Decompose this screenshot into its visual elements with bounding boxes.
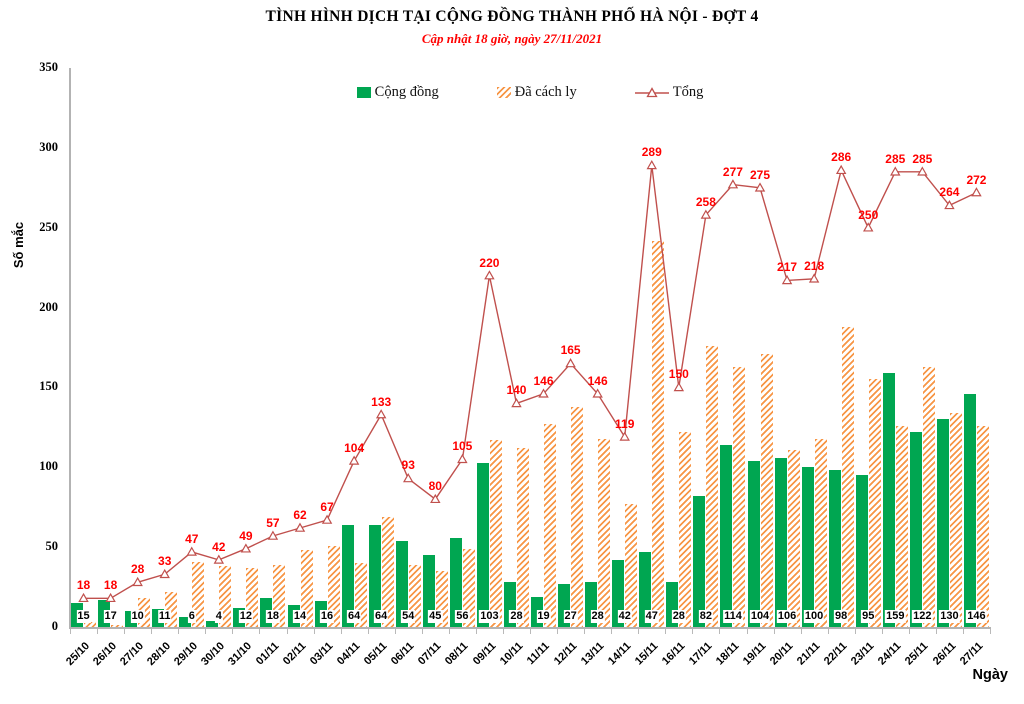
x-tick-mark [990, 629, 991, 634]
cong-dong-value-label: 12 [239, 610, 252, 622]
triangle-marker-icon [350, 457, 358, 464]
date-label: 01/11 [253, 640, 282, 668]
date-label: 06/11 [389, 640, 417, 668]
tong-value-label: 165 [560, 343, 581, 358]
tong-value-label: 47 [185, 531, 199, 546]
tong-value-label: 285 [885, 151, 906, 166]
cong-dong-value-label: 14 [293, 610, 307, 622]
date-label: 10/11 [497, 640, 525, 668]
cong-dong-value-label: 106 [777, 610, 797, 622]
y-tick-label: 200 [39, 299, 58, 314]
tong-value-label: 264 [939, 185, 960, 200]
tong-value-label: 49 [239, 528, 253, 543]
cong-dong-value-label: 15 [77, 610, 90, 622]
cong-dong-value-label: 114 [724, 610, 742, 622]
tong-line [70, 68, 990, 627]
date-label: 14/11 [605, 640, 634, 668]
cong-dong-value-label: 17 [104, 610, 117, 622]
tong-value-label: 42 [212, 539, 226, 554]
tong-value-label: 57 [266, 515, 280, 530]
cong-dong-value-label: 64 [375, 610, 388, 622]
triangle-marker-icon [323, 516, 331, 523]
cong-dong-value-label: 122 [913, 610, 932, 622]
date-label: 24/11 [876, 640, 904, 668]
date-label: 27/11 [957, 640, 985, 668]
triangle-marker-icon [972, 188, 980, 195]
date-label: 21/11 [795, 640, 823, 668]
date-label: 30/10 [199, 640, 228, 668]
date-label: 11/11 [524, 640, 553, 668]
x-axis-labels [64, 633, 990, 693]
date-label: 08/11 [443, 640, 471, 668]
tong-value-label: 105 [452, 439, 473, 454]
tong-value-label: 146 [587, 373, 608, 388]
cong-dong-value-label: 98 [835, 610, 848, 622]
tong-value-label: 289 [641, 145, 662, 160]
date-label: 19/11 [740, 640, 769, 668]
chart-subtitle: Cập nhật 18 giờ, ngày 27/11/2021 [421, 31, 603, 46]
date-label: 20/11 [768, 640, 796, 668]
tong-value-label: 217 [777, 260, 798, 275]
date-label: 25/11 [903, 640, 931, 668]
tong-value-label: 277 [722, 164, 743, 179]
tong-value-label: 275 [749, 167, 771, 182]
plot-area [70, 68, 990, 627]
y-tick-label: 0 [51, 619, 58, 633]
cong-dong-value-label: 4 [215, 610, 222, 622]
cong-dong-value-label: 159 [886, 610, 905, 622]
tong-value-label: 18 [76, 578, 91, 593]
triangle-marker-icon [648, 161, 656, 168]
tong-value-label: 150 [668, 367, 689, 382]
triangle-marker-icon [675, 383, 683, 390]
date-label: 31/10 [226, 640, 255, 668]
y-tick-label: 50 [45, 539, 58, 554]
cong-dong-value-label: 16 [320, 610, 334, 622]
date-label: 12/11 [551, 640, 580, 668]
cong-dong-value-label: 54 [402, 610, 415, 622]
cong-dong-value-label: 45 [429, 610, 442, 622]
cong-dong-value-label: 28 [510, 610, 523, 622]
legend-label-tong: Tổng [672, 84, 704, 100]
y-tick-label: 150 [39, 379, 58, 394]
tong-value-label: 67 [320, 499, 334, 514]
date-label: 17/11 [686, 640, 715, 668]
cong-dong-value-label: 56 [456, 610, 469, 622]
triangle-marker-icon [729, 180, 737, 187]
tong-value-label: 218 [804, 258, 825, 273]
tong-value-label: 119 [615, 416, 635, 431]
cong-dong-value-label: 28 [591, 610, 604, 622]
triangle-marker-icon [864, 224, 872, 231]
date-label: 22/11 [822, 640, 850, 668]
tong-value-label: 250 [858, 207, 879, 222]
cong-dong-value-label: 104 [750, 610, 770, 622]
date-label: 02/11 [280, 640, 309, 668]
cong-dong-value-label: 47 [645, 610, 658, 622]
tong-value-label: 62 [293, 507, 307, 522]
tong-value-label: 220 [479, 255, 500, 270]
legend-label-cong-dong: Cộng đồng [374, 84, 439, 100]
tong-value-label: 286 [831, 150, 852, 165]
x-axis-title: Ngày [972, 667, 1008, 683]
cong-dong-value-label: 95 [862, 610, 875, 622]
triangle-marker-icon [404, 474, 412, 481]
date-label: 13/11 [578, 640, 607, 668]
date-label: 18/11 [713, 640, 742, 668]
tong-value-label: 104 [344, 440, 365, 455]
cong-dong-value-label: 10 [131, 610, 144, 622]
date-label: 16/11 [659, 640, 688, 668]
triangle-marker-icon [566, 359, 574, 366]
date-label: 15/11 [632, 640, 661, 668]
triangle-marker-icon [485, 271, 493, 278]
date-label: 09/11 [470, 640, 498, 668]
tong-value-label: 18 [103, 578, 118, 593]
cong-dong-value-label: 146 [967, 610, 986, 622]
y-tick-label: 350 [39, 60, 58, 74]
tong-value-label: 146 [533, 373, 554, 388]
tong-value-label: 33 [158, 554, 172, 569]
triangle-marker-icon [458, 455, 466, 462]
cong-dong-value-label: 27 [564, 610, 577, 622]
cong-dong-value-label: 100 [804, 610, 824, 622]
cong-dong-value-label: 6 [188, 610, 195, 622]
tong-value-label: 272 [966, 172, 987, 187]
triangle-marker-icon [188, 548, 196, 555]
tong-value-label: 140 [506, 383, 527, 398]
date-label: 04/11 [335, 640, 363, 668]
cong-dong-value-label: 19 [537, 610, 550, 622]
y-tick-label: 100 [39, 459, 58, 474]
date-label: 28/10 [145, 640, 174, 668]
tong-value-label: 258 [695, 194, 716, 209]
date-label: 07/11 [416, 640, 444, 668]
cong-dong-value-label: 18 [266, 610, 280, 622]
triangle-marker-icon [837, 166, 845, 173]
triangle-marker-icon [242, 545, 250, 552]
y-axis-ticks [0, 60, 62, 633]
date-label: 23/11 [849, 640, 877, 668]
date-label: 29/10 [172, 640, 201, 668]
cong-dong-value-label: 11 [158, 610, 171, 622]
date-label: 27/10 [118, 640, 147, 668]
triangle-marker-icon [621, 433, 629, 440]
date-label: 26/10 [91, 640, 120, 668]
tong-value-label: 28 [130, 562, 145, 577]
cong-dong-value-label: 64 [347, 610, 361, 622]
cong-dong-value-label: 42 [618, 610, 631, 622]
tong-value-label: 285 [912, 151, 933, 166]
cong-dong-value-label: 82 [699, 610, 712, 622]
cong-dong-value-label: 28 [672, 610, 685, 622]
tong-value-label: 133 [371, 394, 392, 409]
date-label: 03/11 [308, 640, 336, 668]
date-label: 25/10 [64, 640, 93, 668]
y-tick-label: 250 [39, 219, 58, 234]
y-axis-title: Số mắc [11, 221, 26, 269]
tong-value-label: 80 [428, 479, 442, 494]
y-tick-label: 300 [39, 139, 58, 154]
date-label: 26/11 [930, 640, 958, 668]
date-label: 05/11 [362, 640, 390, 668]
tong-value-label: 93 [401, 458, 415, 473]
cong-dong-value-label: 103 [480, 610, 499, 622]
legend-label-da-cach-ly: Đã cách ly [514, 84, 577, 100]
triangle-marker-icon [377, 410, 385, 417]
cong-dong-value-label: 130 [940, 610, 959, 622]
chart-title: TÌNH HÌNH DỊCH TẠI CỘNG ĐỒNG THÀNH PHỐ HÀ NỘI - ĐỢT 4 [265, 8, 759, 25]
